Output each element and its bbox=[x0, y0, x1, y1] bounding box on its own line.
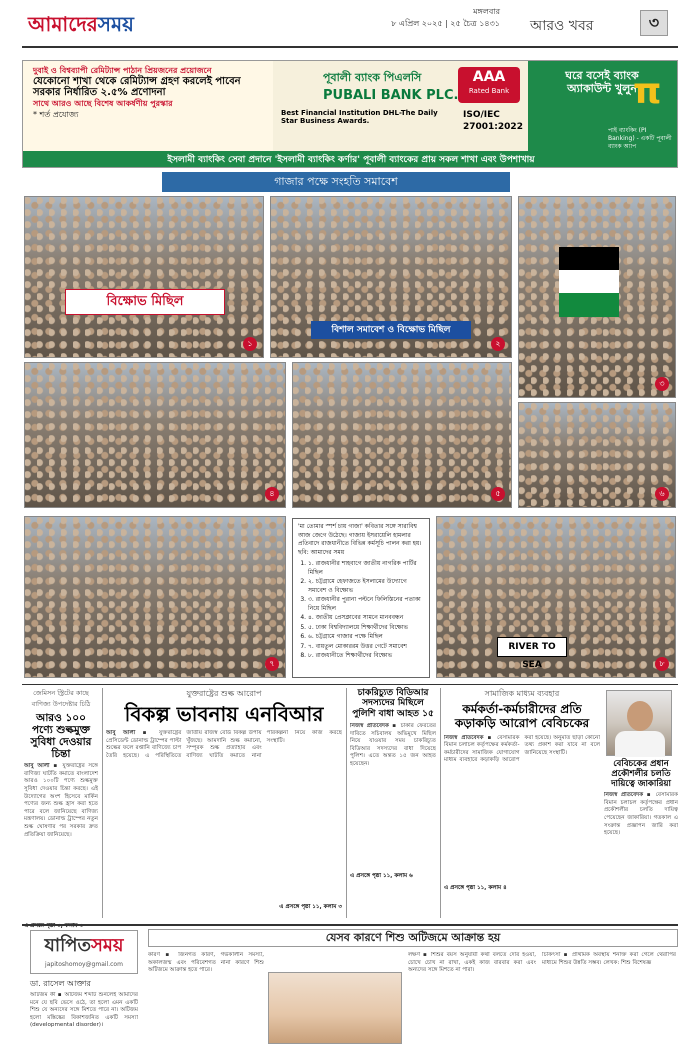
story-2-body bbox=[106, 730, 342, 904]
iso-line1: ISO/IEC bbox=[463, 110, 500, 120]
story-5-body bbox=[604, 792, 678, 912]
story-4-body bbox=[444, 735, 600, 885]
photo-4-number: ৪ bbox=[265, 487, 279, 501]
caption-item: 7. ৭. বায়তুল মোকাররম উত্তর গেটে সমাবেশ bbox=[308, 643, 424, 652]
story-2-continued: এ প্রসঙ্গে পৃষ্ঠা ১১, কলাম ৩ bbox=[279, 904, 342, 910]
logo-part1: আমাদের bbox=[28, 12, 98, 36]
story-3[interactable] bbox=[350, 688, 436, 881]
column-rule bbox=[346, 688, 347, 918]
photo-section-rule bbox=[22, 684, 678, 685]
ad-strip: ইসলামী ব্যাংকিং সেবা প্রদানে 'ইসলামী ব্যাংকিং কর্ণার' পূবালী ব্যাংকের প্রায় সকল শাখা এবং উপশাখায় bbox=[23, 151, 678, 168]
pi-logo-icon: π bbox=[633, 71, 662, 112]
health-headline: যেসব কারণে শিশু অটিজমে আক্রান্ত হয় bbox=[148, 929, 678, 947]
iso-cert bbox=[463, 109, 523, 133]
photo-7[interactable] bbox=[24, 516, 286, 678]
photo-8[interactable] bbox=[436, 516, 676, 678]
photo-3-number: ৩ bbox=[655, 377, 669, 391]
caption-item: 6. ৬. চট্টগ্রামে গাজার পক্ষে মিছিল bbox=[308, 633, 424, 642]
date: ৮ এপ্রিল ২০২৫ | ২৫ চৈত্র ১৪৩১ bbox=[391, 19, 500, 28]
story-2-byline: আবু আলী ▪ bbox=[106, 730, 152, 736]
story-2-text: যুক্তরাষ্ট্রের প্রেসিডেন্ট ডোনাল্ড ট্রাম্পের পাল্টা শুল্কের ফলে রপ্তানি বাণিজ্যে চাপ তৈরি হয়েছে। এ পরিস্থিতিতে জাতীয় রাজস্ব বোর্ড বিকল্প উপায় খুঁজছে। আমদানি শুল্ক কমানো, সম্পূরক শুল্ক প্রত্যাহার এবং বাণিজ্য ঘাটতি কমাতে নানা পরিকল্পনা নিয়ে কাজ করছে সংস্থাটি। bbox=[106, 730, 342, 759]
author-name: ডা. রাসেল আক্তার bbox=[30, 979, 91, 988]
photo-1[interactable] bbox=[24, 196, 264, 358]
caption-intro: 'মা তোমার স্পর্শ চায় গাজা' কবিতার সঙ্গে সারাবিশ্ব আজ জেগে উঠেছে। গাজায় ইসরায়েলি হামলার প্রতিবাদে রাজধানীতে বিভিন্ন কর্মসূচি পালন করা হয়। ছবি: আমাদের সময় bbox=[298, 523, 422, 556]
story-4-headline: কর্মকর্তা-কর্মচারীদের প্রতি কড়াকড়ি আরোপ বেবিচকের bbox=[454, 702, 590, 730]
story-5-text: বেসামরিক বিমান চলাচল কর্তৃপক্ষের প্রধান প্রকৌশলীর চলতি দায়িত্ব পেয়েছেন জাকারিয়া। গতকাল এ সংক্রান্ত প্রজ্ঞাপন জারি করা হয়েছে। bbox=[604, 792, 678, 837]
caption-item: 2. ২. চট্টগ্রামে হেফাজতে ইসলামের উদ্যোগে সমাবেশ ও বিক্ষোভ bbox=[308, 578, 424, 595]
palestine-flag bbox=[559, 247, 619, 317]
photo-feature-banner: গাজার পক্ষে সংহতি সমাবেশ bbox=[162, 172, 510, 192]
story-1[interactable] bbox=[24, 688, 98, 931]
logo-part2: সময় bbox=[97, 12, 134, 36]
caption-item: 1. ১. রাজধানীর শাহবাগে জাতীয় নাগরিক পার্টির মিছিল bbox=[308, 560, 424, 577]
ad-remittance-block bbox=[23, 61, 273, 151]
story-5-headline: বেবিচকের প্রধান প্রকৌশলীর চলতি দায়িত্বে জাকারিয়া bbox=[611, 759, 671, 789]
child-photo bbox=[268, 972, 402, 1044]
date-box bbox=[380, 6, 500, 30]
logo-word2: সময় bbox=[90, 935, 124, 956]
japito-shomoy-logo[interactable] bbox=[30, 930, 138, 974]
caption-list bbox=[298, 560, 424, 661]
photo-5-number: ৫ bbox=[491, 487, 505, 501]
ad-line1: দুবাই ও বিশ্বব্যাপী রেমিট্যান্স পাঠান প্রিয়জনের প্রয়োজনে bbox=[33, 66, 212, 75]
weekday: মঙ্গলবার bbox=[473, 7, 500, 16]
story-1-headline: আরও ১০০ পণ্যে শুল্কমুক্ত সুবিধা দেওয়ার চিন্তা bbox=[30, 712, 92, 761]
story-4-text: বেসামরিক বিমান চলাচল কর্তৃপক্ষের কর্মকর্তা-কর্মচারীদের সামাজিক যোগাযোগ মাধ্যম ব্যবহারে কড়াকড়ি আরোপ করা হয়েছে। অনুমতি ছাড়া কোনো তথ্য প্রকাশ করা যাবে না বলে জানিয়েছে সংস্থাটি। bbox=[444, 734, 600, 764]
story-3-continued: এ প্রসঙ্গে পৃষ্ঠা ১১, কলাম ৬ bbox=[350, 873, 413, 880]
photo-5[interactable] bbox=[292, 362, 512, 508]
page-number: ৩ bbox=[640, 10, 668, 36]
photo-8-sign: RIVER TO SEA bbox=[497, 637, 567, 657]
story-1-byline: আবু আলী ▪ bbox=[24, 763, 59, 770]
story-1-continued: এ প্রসঙ্গে পৃষ্ঠা ৩, কলাম ৩ bbox=[24, 923, 84, 930]
pi-banking-block bbox=[528, 61, 678, 151]
story-3-headline: চাকরিচ্যুত বিডিআর সদস্যদের মিছিলে পুলিশি বাধা আহত ১৫ bbox=[352, 688, 434, 719]
photo-3[interactable] bbox=[518, 196, 676, 398]
story-3-text: চাকরি ফেরতের দাবিতে সচিবালয় অভিমুখে মিছিল নিয়ে যাওয়ার সময় চাকরিচ্যুত বিডিআর সদস্যদের বাধা দিয়েছে পুলিশ। এতে অন্তত ১৫ জন আহত হয়েছেন। bbox=[350, 723, 436, 767]
column-rule bbox=[102, 688, 103, 918]
pi-banking-sub: পাই ব্যাংকিং (PI Banking) - একটি পূবালী ব্যাংক অ্যাপ bbox=[608, 127, 672, 150]
story-5-byline: নিজস্ব প্রতিবেদক ▪ bbox=[604, 792, 653, 799]
caption-item: 5. ৫. ঢাকা বিশ্ববিদ্যালয়ে শিক্ষার্থীদের বিক্ষোভ bbox=[308, 624, 424, 633]
caption-item: 8. ৮. রাজধানীতে শিক্ষার্থীদের বিক্ষোভ bbox=[308, 652, 424, 661]
story-3-body bbox=[350, 723, 436, 873]
story-1-body bbox=[24, 763, 98, 923]
pi-banking-title: ঘরে বসেই ব্যাংক অ্যাকাউন্ট খুলুন bbox=[565, 69, 639, 95]
story-4-kicker: সামাজিক মাধ্যম ব্যবহার bbox=[484, 689, 560, 698]
story-3-byline: নিজস্ব প্রতিবেদক ▪ bbox=[350, 723, 398, 730]
ad-line4: * শর্ত প্রযোজ্য bbox=[33, 110, 79, 119]
newspaper-logo[interactable] bbox=[28, 10, 134, 43]
engineer-portrait bbox=[606, 690, 672, 756]
masthead-rule bbox=[22, 46, 678, 48]
story-4[interactable] bbox=[444, 688, 600, 892]
logo-word1: যাপিত bbox=[44, 935, 91, 956]
story-2-kicker: যুক্তরাষ্ট্রের শুল্ক আরোপ bbox=[186, 689, 262, 698]
section-title: আরও খবর bbox=[530, 18, 594, 34]
photo-8-number: ৮ bbox=[655, 657, 669, 671]
bank-name-bn: পূবালী ব্যাংক পিএলসি bbox=[323, 71, 422, 84]
photo-2-number: ২ bbox=[491, 337, 505, 351]
ad-line3: সাথে আরও আছে বিশেষ আকর্ষণীয় পুরস্কার bbox=[33, 99, 173, 108]
rating-value: AAA bbox=[472, 69, 506, 85]
photo-2-sign: বিশাল সমাবেশ ও বিক্ষোভ মিছিল bbox=[311, 321, 471, 339]
health-body-1: অটিজম কী ▪ অটিজম শব্দটি শুনলেই আমাদের মনে যে ছবি ভেসে ওঠে, তা হলো এমন একটি শিশু যে অন্যদের সঙ্গে মিশতে পারে না। অটিজম হলো মস্তিষ্কের বিকাশজনিত একটি সমস্যা (developmental disorder)। bbox=[30, 992, 138, 1029]
health-body-2: কারণ ▪ জিনগত কারণ, গর্ভকালীন সমস্যা, অকালজন্ম এবং পরিবেশগত নানা কারণে শিশু অটিজমে আক্রান্ত হতে পারে। bbox=[148, 952, 264, 974]
story-1-text: যুক্তরাষ্ট্রের সঙ্গে বাণিজ্য ঘাটতি কমাতে বাংলাদেশ আরও ১০০টি পণ্যে শুল্কমুক্ত সুবিধা দেওয়ার চিন্তা করছে। এই উদ্যোগের অংশ হিসেবে মার্কিন পণ্যের জন্য শুল্ক হ্রাস করা হতে পারে বলে জানিয়েছে বাণিজ্য মন্ত্রণালয়। ডোনাল্ড ট্রাম্পের নতুন শুল্ক ঘোষণার পর সরকার দ্রুত প্রতিক্রিয়া জানিয়েছে। bbox=[24, 763, 98, 838]
iso-line2: 27001:2022 bbox=[463, 122, 523, 132]
story-4-continued: এ প্রসঙ্গে পৃষ্ঠা ১১, কলাম ৪ bbox=[444, 884, 507, 891]
story-2[interactable] bbox=[106, 688, 342, 912]
photo-4[interactable] bbox=[24, 362, 286, 508]
award-text: Best Financial Institution DHL-The Daily Star Business Awards. bbox=[281, 109, 438, 125]
photo-6-number: ৬ bbox=[655, 487, 669, 501]
bank-advertisement[interactable] bbox=[22, 60, 678, 168]
ad-line2: যেকোনো শাখা থেকে রেমিট্যান্স গ্রহণ করলেই পাবেন সরকার নির্ধারিত ২.৫% প্রণোদনা bbox=[33, 76, 241, 98]
health-body-4: চিকিৎসা ▪ প্রাথমিক অবস্থায় শনাক্ত করা গেলে থেরাপির মাধ্যমে শিশুর উন্নতি সম্ভব। লেখক: শিশু বিশেষজ্ঞ bbox=[542, 952, 676, 966]
story-4-byline: নিজস্ব প্রতিবেদক ▪ bbox=[444, 734, 494, 741]
photo-caption-box bbox=[292, 518, 430, 678]
photo-1-sign: বিক্ষোভ মিছিল bbox=[65, 289, 225, 315]
bank-name-en: PUBALI BANK PLC. bbox=[323, 88, 459, 103]
rating-badge bbox=[458, 67, 520, 103]
story-5[interactable] bbox=[604, 760, 678, 912]
photo-2[interactable] bbox=[270, 196, 512, 358]
email[interactable]: japitoshomoy@gmail.com bbox=[45, 961, 123, 968]
caption-item: 3. ৩. রাজধানীর পুরানা পল্টনে ফিলিস্তিনের পতাকা নিয়ে মিছিল bbox=[308, 596, 424, 613]
caption-item: 4. ৪. জাতীয় প্রেসক্লাবের সামনে মানববন্ধন bbox=[308, 614, 424, 623]
rating-label: Rated Bank bbox=[468, 87, 510, 95]
photo-1-number: ১ bbox=[243, 337, 257, 351]
story-1-kicker: জেমিসন স্ট্রিটের কাছে বাণিজ্য উপদেষ্টার চিঠি bbox=[31, 689, 91, 708]
photo-6[interactable] bbox=[518, 402, 676, 508]
column-rule bbox=[440, 688, 441, 918]
health-body-3: লক্ষণ ▪ শিশুর বয়স অনুযায়ী কথা বলতে দেরি হওয়া, চোখে চোখ না রাখা, একই কাজ বারবার করা এবং অন্যদের সঙ্গে মিশতে না পারা। bbox=[408, 952, 536, 974]
story-2-headline: বিকল্প ভাবনায় এনবিআর bbox=[124, 702, 324, 726]
photo-7-number: ৭ bbox=[265, 657, 279, 671]
